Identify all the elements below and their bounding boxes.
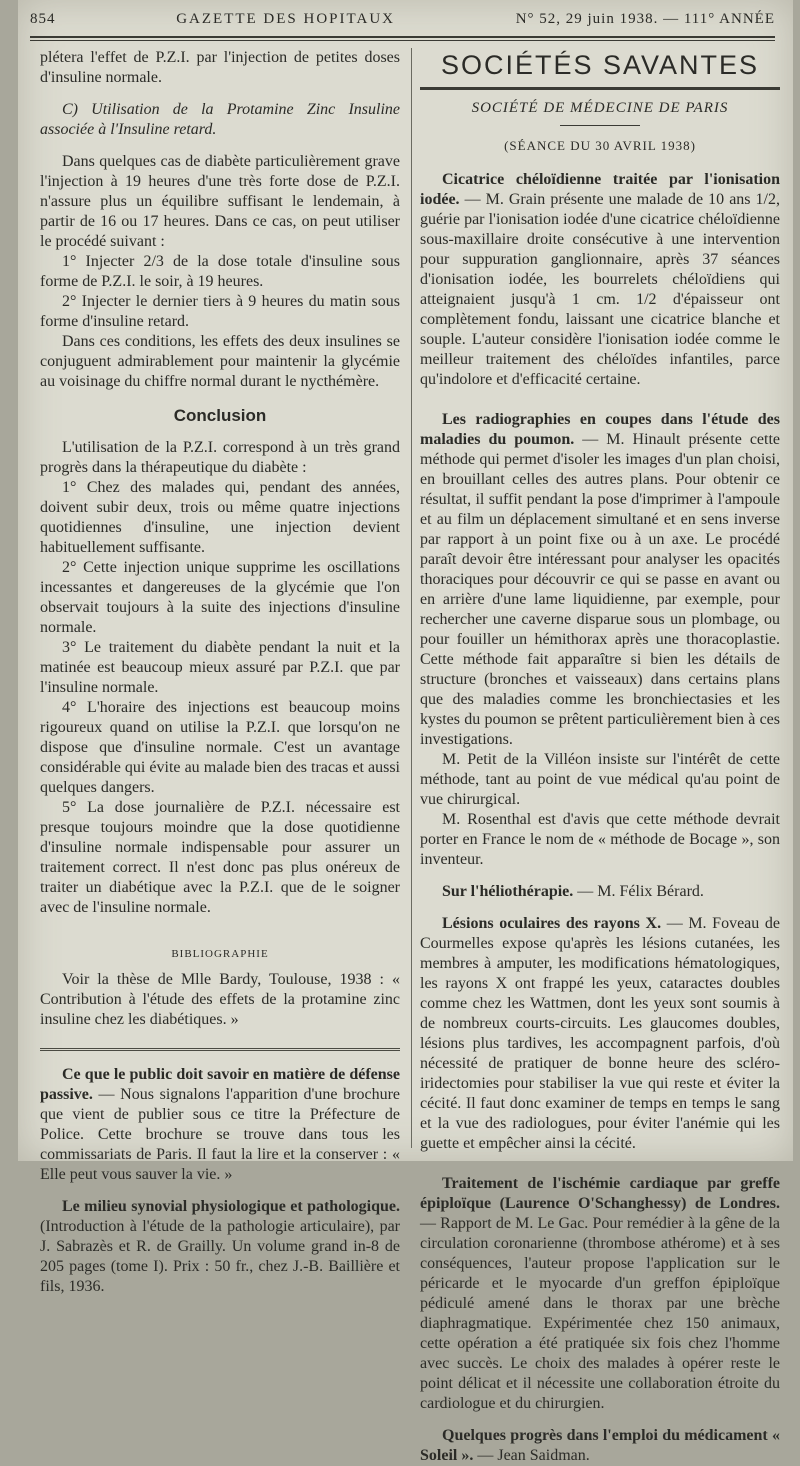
report-item	[420, 1426, 780, 1466]
section-divider	[40, 1048, 400, 1051]
left-column	[40, 48, 400, 1297]
banner-rule	[420, 87, 780, 90]
news-item-text: (Introduction à l'étude de la pathologie articulaire), par J. Sabrazès et R. de Grailly. Un volume grand in-8 de 205 pages (tome I). Prix : 50 fr., chez J.-B. Baillière et fils, 1936.	[40, 1218, 400, 1295]
page-number: 854	[30, 10, 56, 27]
paragraph: plétera l'effet de P.Z.I. par l'injection de petites doses d'insuline normale.	[40, 49, 400, 86]
column-separator	[411, 48, 412, 1148]
paragraph: 4° L'horaire des injections est beaucoup moins rigoureux quand on utilise la P.Z.I. que lorsqu'on ne dispose que d'insuline normale. C'est un avantage considérable qui évite au malade bien des tracas et aussi quelques dangers.	[40, 699, 400, 796]
report-title: Cicatrice chéloïdienne traitée par l'ionisation iodée.	[420, 171, 780, 208]
paragraph: 2° Injecter le dernier tiers à 9 heures du matin sous forme d'insuline retard.	[40, 293, 400, 330]
issue-info: N° 52, 29 juin 1938. — 111° ANNÉE	[515, 10, 775, 27]
paragraph: Voir la thèse de Mlle Bardy, Toulouse, 1938 : « Contribution à l'étude des effets de la protamine zinc insuline chez les diabétiques. »	[40, 971, 400, 1028]
paragraph: M. Petit de la Villéon insiste sur l'intérêt de cette méthode, tant au point de vue médical qu'au point de vue chirurgical.	[420, 751, 780, 808]
paragraph: 1° Injecter 2/3 de la dose totale d'insuline sous forme de P.Z.I. le soir, à 19 heures.	[40, 253, 400, 290]
report-item	[420, 882, 780, 902]
report-text: — M. Félix Bérard.	[573, 883, 704, 900]
report-text: — M. Foveau de Courmelles expose qu'après les lésions cutanées, les membres à amputer, les modifications hématologiques, les rayons X ont frappé les yeux, cataractes doubles comme chez les Wattmen, dont les yeux sont soumis à de nombreux courts-circuits. Les glaucomes doubles, lésions plus tardives, les accompagnent parfois, d'où nécessité de pratiquer de bonne heure des scléro-iridectomies pour stabiliser la vue qui reste et éviter la cécité. Il faut donc examiner de temps en temps le sang et la vue des radiologues, pour éviter l'anémie qui les guette et empêcher ainsi la cécité.	[420, 915, 780, 1152]
report-item	[420, 410, 780, 750]
report-item	[420, 914, 780, 1154]
section-banner: SOCIÉTÉS SAVANTES	[440, 50, 760, 80]
news-item-text: — Nous signalons l'apparition d'une brochure que vient de publier sous ce titre la Préfecture de Police. Cette brochure se trouve dans tous les commissariats de Paris. Il faut la lire et la conserver : « Elle peut vous sauver la vie. »	[40, 1086, 400, 1183]
report-text: — M. Grain présente une malade de 10 ans 1/2, guérie par l'ionisation iodée d'une cicatrice chéloïdienne sous-maxillaire droite consécutive à une intervention pour suppuration ganglionnaire, après 37 séances d'ionisation iodée, les bourrelets chéloïdiens qui atteignaient jusqu'à 1 cm. 1/2 d'épaisseur ont complètement fondu, laissant une cicatrice blanche et souple. L'auteur considère l'ionisation iodée comme le meilleur traitement des chéloïdes infantiles, parce qu'indolore et d'efficacité certaine.	[420, 191, 780, 388]
section-subtitle: C) Utilisation de la Protamine Zinc Insuline associée à l'Insuline retard.	[40, 101, 400, 138]
bibliography-heading: BIBLIOGRAPHIE	[171, 948, 269, 960]
report-title: Sur l'héliothérapie.	[442, 883, 574, 900]
paragraph: Dans ces conditions, les effets des deux insulines se conjuguent admirablement pour maintenir la glycémie au voisinage du chiffre normal durant le nycthémère.	[40, 333, 400, 390]
paragraph: 1° Chez des malades qui, pendant des années, doivent subir deux, trois ou même quatre injections quotidiennes d'insuline, une injection devient habituellement suffisante.	[40, 479, 400, 556]
paragraph: L'utilisation de la P.Z.I. correspond à un très grand progrès dans la thérapeutique du diabète :	[40, 439, 400, 476]
paragraph: 3° Le traitement du diabète pendant la nuit et la matinée est beaucoup mieux assuré par P.Z.I. que par l'insuline normale.	[40, 639, 400, 696]
session-date: (SÉANCE DU 30 AVRIL 1938)	[504, 138, 696, 153]
news-item-title: Ce que le public doit savoir en matière de défense passive.	[40, 1066, 400, 1103]
society-name: SOCIÉTÉ DE MÉDECINE DE PARIS	[471, 100, 729, 116]
news-item	[40, 1065, 400, 1185]
header-rule-thin	[30, 40, 775, 41]
report-text: — M. Hinault présente cette méthode qui permet d'isoler les images d'un plan choisi, en brouillant celles des autres plans. Pour obtenir ce résultat, il suffit pendant la pose d'imprimer à l'ampoule et au film un déplacement simultané et en sens inverse par rapport à un point fixe ou à un axe. Le procédé paraît devoir être intéressant pour analyser les opacités thoraciques pour découvrir ce qui se passe en avant ou en arrière d'une lame liquidienne, par exemple, pour rechercher une caverne disparue sous un plombage, ou pour fouiller un hémithorax après une thoracoplastie. Cette méthode fait apparaître si bien les détails de structure (bronches et vaisseaux) dans certains plans que des maladies comme les bronchiectasies et les kystes du poumon se prêtent particulièrement bien à ces investigations.	[420, 431, 781, 748]
paragraph: M. Rosenthal est d'avis que cette méthode devrait porter en France le nom de « méthode de Bocage », son inventeur.	[420, 811, 780, 868]
report-title: Les radiographies en coupes dans l'étude des maladies du poumon.	[420, 411, 780, 448]
report-title: Quelques progrès dans l'emploi du médicament « Soleil ».	[420, 1427, 780, 1464]
report-title: Traitement de l'ischémie cardiaque par greffe épiploïque (Laurence O'Schanghessy) de Londres.	[420, 1175, 780, 1212]
paragraph: 5° La dose journalière de P.Z.I. nécessaire est presque toujours moindre que la dose quotidienne d'insuline normale indispensable pour assurer un traitement correct. Il n'est donc pas plus onéreux de traiter un diabétique avec la P.Z.I. que de le soigner avec de l'insuline normale.	[40, 799, 400, 916]
news-item	[40, 1197, 400, 1297]
report-title: Lésions oculaires des rayons X.	[442, 915, 662, 932]
report-item	[420, 1174, 780, 1414]
newspaper-page	[18, 0, 793, 1464]
short-rule	[560, 125, 640, 126]
page-header	[30, 6, 775, 32]
conclusion-heading: Conclusion	[173, 406, 267, 425]
report-item	[420, 170, 780, 390]
news-item-title: Le milieu synovial physiologique et pathologique.	[62, 1198, 400, 1215]
journal-title: GAZETTE DES HOPITAUX	[176, 10, 395, 27]
report-text: — Jean Saidman.	[473, 1447, 590, 1464]
paragraph: 2° Cette injection unique supprime les oscillations incessantes et dangereuses de la glycémie que l'on observait toujours à la suite des injections d'insuline normale.	[40, 559, 400, 636]
paragraph: Dans quelques cas de diabète particulièrement grave l'injection à 19 heures d'une très forte dose de P.Z.I. n'assure plus un équilibre suffisant le lendemain, à partir de 16 ou 17 heures. Dans ce cas, on peut utiliser le procédé suivant :	[40, 153, 400, 250]
right-column	[420, 48, 780, 1466]
header-rule	[30, 36, 775, 38]
report-text: — Rapport de M. Le Gac. Pour remédier à la gêne de la circulation coronarienne (thrombose athérome) et à ses conséquences, l'auteur propose l'application sur le péricarde et le myocarde d'un greffon épiploïque pédiculé amené dans le thorax par une brèche diaphragmatique. Expérimentée chez 150 animaux, cette opération a été pratiquée six fois chez l'homme avec succès. Le choix des malades à opérer reste le point délicat et il nécessite une collaboration étroite du cardiologue et du chirurgien.	[420, 1215, 780, 1412]
